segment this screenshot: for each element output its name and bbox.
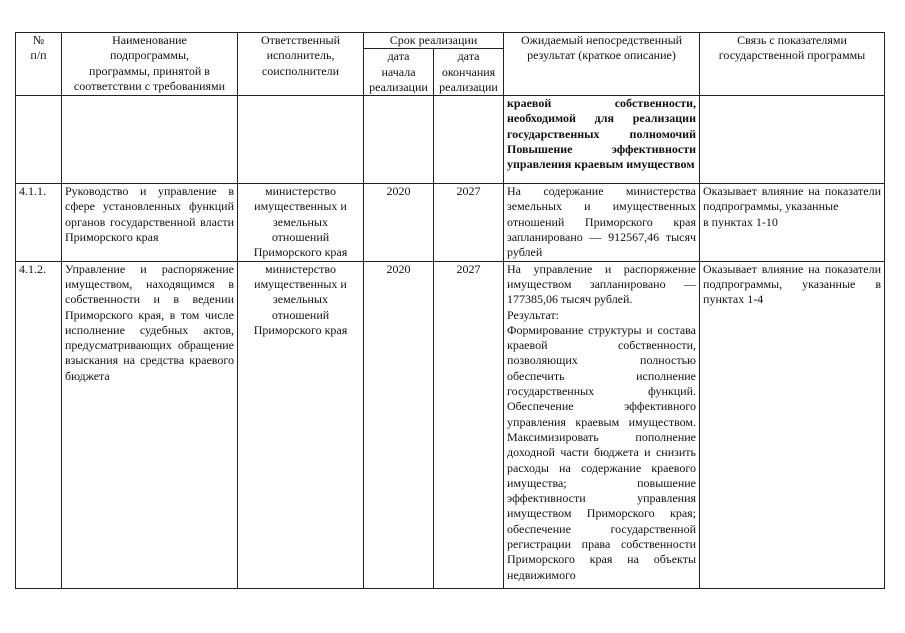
header-num: № п/п xyxy=(16,33,62,96)
header-link: Связь с показателями государственной программы xyxy=(700,33,885,96)
row-result: На управление и распоряжение имуществом запланировано — 177385,06 тысяч рублей. Результат: Формирование структуры и состава краевой собственности, позволяющих полностью обеспечить исполнение государственных функций. Обеспечение эффективного управления краевым имуществом. Максимизировать пополнение доходной части бюджета и снизить расходы на содержание краевого имущества; повышение эффективности управления имуществом Приморского края; обеспечение государственной регистрации права собственности Приморского края на объекты недвижимого xyxy=(504,261,700,588)
row-responsible: министерство имущественных и земельных отношений Приморского края xyxy=(238,184,364,261)
row-name: Руководство и управление в сфере установленных функций органов государственной власти Приморского края xyxy=(62,184,238,261)
header-result: Ожидаемый непосредственный результат (краткое описание) xyxy=(504,33,700,96)
row-link: Оказывает влияние на показатели подпрограммы, указанные в пунктах 1-10 xyxy=(700,184,885,261)
cell-empty xyxy=(700,96,885,184)
header-end: дата окончания реализации xyxy=(434,49,504,96)
cell-empty xyxy=(364,96,434,184)
continuation-result: краевой собственности, необходимой для реализации государственных полномочий Повышение эффективности управления краевым имуществом xyxy=(504,96,700,184)
table-row xyxy=(16,184,885,261)
row-responsible: министерство имущественных и земельных отношений Приморского края xyxy=(238,261,364,588)
header-start: дата начала реализации xyxy=(364,49,434,96)
header-period: Срок реализации xyxy=(364,33,504,49)
cell-empty xyxy=(434,96,504,184)
program-table xyxy=(15,32,885,589)
header-responsible: Ответственный исполнитель, соисполнители xyxy=(238,33,364,96)
row-link: Оказывает влияние на показатели подпрограммы, указанные в пунктах 1-4 xyxy=(700,261,885,588)
row-result: На содержание министерства земельных и имущественных отношений Приморского края запланировано — 912567,46 тысяч рублей xyxy=(504,184,700,261)
row-start: 2020 xyxy=(364,261,434,588)
cell-empty xyxy=(62,96,238,184)
row-end: 2027 xyxy=(434,261,504,588)
header-row xyxy=(16,33,885,49)
row-num: 4.1.1. xyxy=(16,184,62,261)
row-num: 4.1.2. xyxy=(16,261,62,588)
table-row xyxy=(16,261,885,588)
row-start: 2020 xyxy=(364,184,434,261)
cell-empty xyxy=(238,96,364,184)
continuation-row xyxy=(16,96,885,184)
cell-empty xyxy=(16,96,62,184)
row-end: 2027 xyxy=(434,184,504,261)
row-name: Управление и распоряжение имуществом, находящимся в собственности и в ведении Приморского края, в том числе исполнение судебных актов, предусматривающих обращение взыскания на средства краевого бюджета xyxy=(62,261,238,588)
header-name: Наименование подпрограммы, программы, принятой в соответствии с требованиями xyxy=(62,33,238,96)
